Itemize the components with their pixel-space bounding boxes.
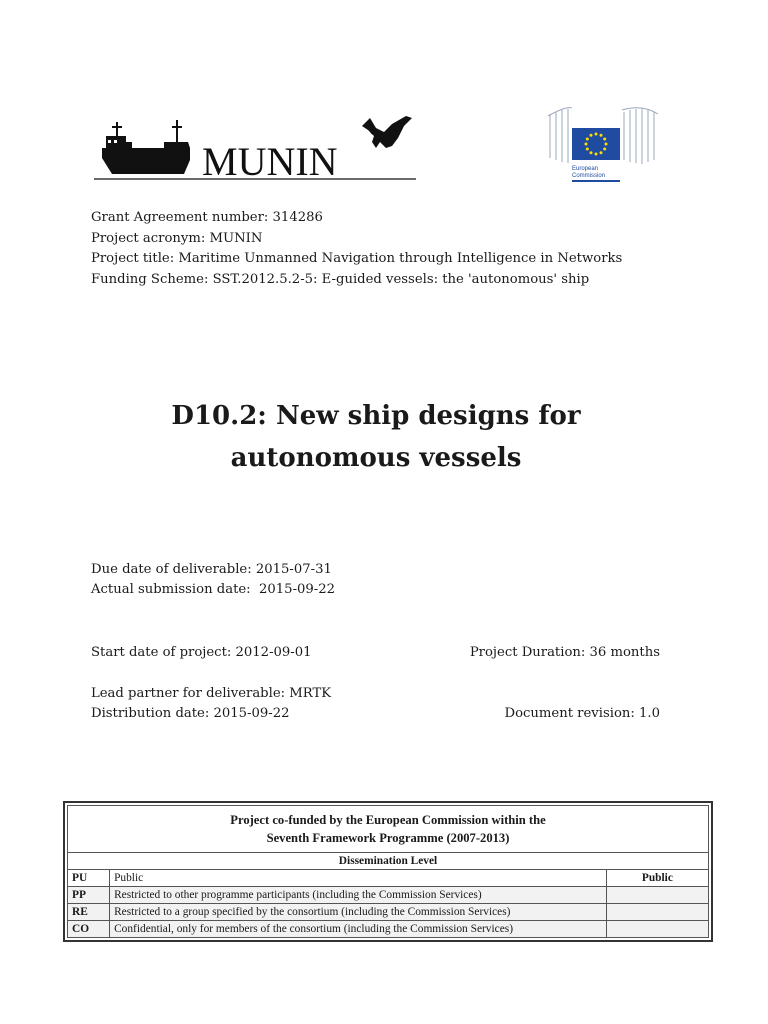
table-row bbox=[68, 921, 709, 938]
level-code: RE bbox=[68, 904, 110, 921]
table-header-line1: Project co-funded by the European Commission within the bbox=[230, 813, 546, 827]
ec-text-line2: Commission bbox=[572, 173, 606, 179]
distribution-revision-row bbox=[91, 704, 660, 725]
european-commission-logo bbox=[546, 106, 662, 184]
table-row bbox=[68, 870, 709, 887]
distribution-date: Distribution date: 2015-09-22 bbox=[91, 706, 290, 721]
raven-icon bbox=[362, 116, 412, 148]
table-row bbox=[68, 887, 709, 904]
level-description: Public bbox=[110, 870, 607, 887]
project-title: Project title: Maritime Unmanned Navigation through Intelligence in Networks bbox=[91, 251, 623, 266]
funding-scheme: Funding Scheme: SST.2012.5.2-5: E-guided vessels: the 'autonomous' ship bbox=[91, 271, 590, 287]
level-code: CO bbox=[68, 921, 110, 938]
level-code: PU bbox=[68, 870, 110, 887]
document-revision: Document revision: 1.0 bbox=[504, 706, 660, 721]
submission-date-text: Actual submission date: 2015-09-22 bbox=[91, 582, 336, 597]
table-header-line2: Seventh Framework Programme (2007-2013) bbox=[266, 831, 510, 845]
due-date bbox=[91, 560, 660, 581]
start-date: Start date of project: 2012-09-01 bbox=[91, 645, 312, 660]
project-acronym: Project acronym: MUNIN bbox=[91, 230, 263, 246]
lead-partner-text: Lead partner for deliverable: MRTK bbox=[91, 686, 332, 701]
project-duration: Project Duration: 36 months bbox=[469, 645, 660, 660]
project-info bbox=[91, 208, 622, 290]
table-row bbox=[68, 904, 709, 921]
munin-wordmark: MUNIN bbox=[202, 139, 338, 184]
dissemination-table bbox=[63, 801, 713, 942]
due-date-text: Due date of deliverable: 2015-07-31 bbox=[91, 562, 332, 577]
grant-agreement: Grant Agreement number: 314286 bbox=[91, 210, 323, 225]
deliverable-title bbox=[0, 395, 752, 479]
level-value bbox=[606, 904, 708, 921]
deliverable-title-line2: autonomous vessels bbox=[230, 443, 522, 473]
start-duration-row bbox=[91, 643, 660, 664]
table-header bbox=[68, 806, 709, 853]
level-value: Public bbox=[606, 870, 708, 887]
dissemination-level-label: Dissemination Level bbox=[68, 853, 709, 870]
lead-partner bbox=[91, 684, 660, 705]
ec-text-line1: European bbox=[572, 166, 599, 172]
level-description: Restricted to other programme participants (including the Commission Services) bbox=[110, 887, 607, 904]
munin-logo bbox=[92, 112, 418, 186]
deliverable-title-line1: D10.2: New ship designs for bbox=[171, 401, 581, 431]
level-description: Restricted to a group specified by the consortium (including the Commission Services) bbox=[110, 904, 607, 921]
level-description: Confidential, only for members of the consortium (including the Commission Services) bbox=[110, 921, 607, 938]
submission-date bbox=[91, 580, 660, 601]
ec-underline bbox=[572, 180, 620, 182]
level-code: PP bbox=[68, 887, 110, 904]
level-value bbox=[606, 921, 708, 938]
level-value bbox=[606, 887, 708, 904]
ship-icon bbox=[102, 120, 190, 174]
